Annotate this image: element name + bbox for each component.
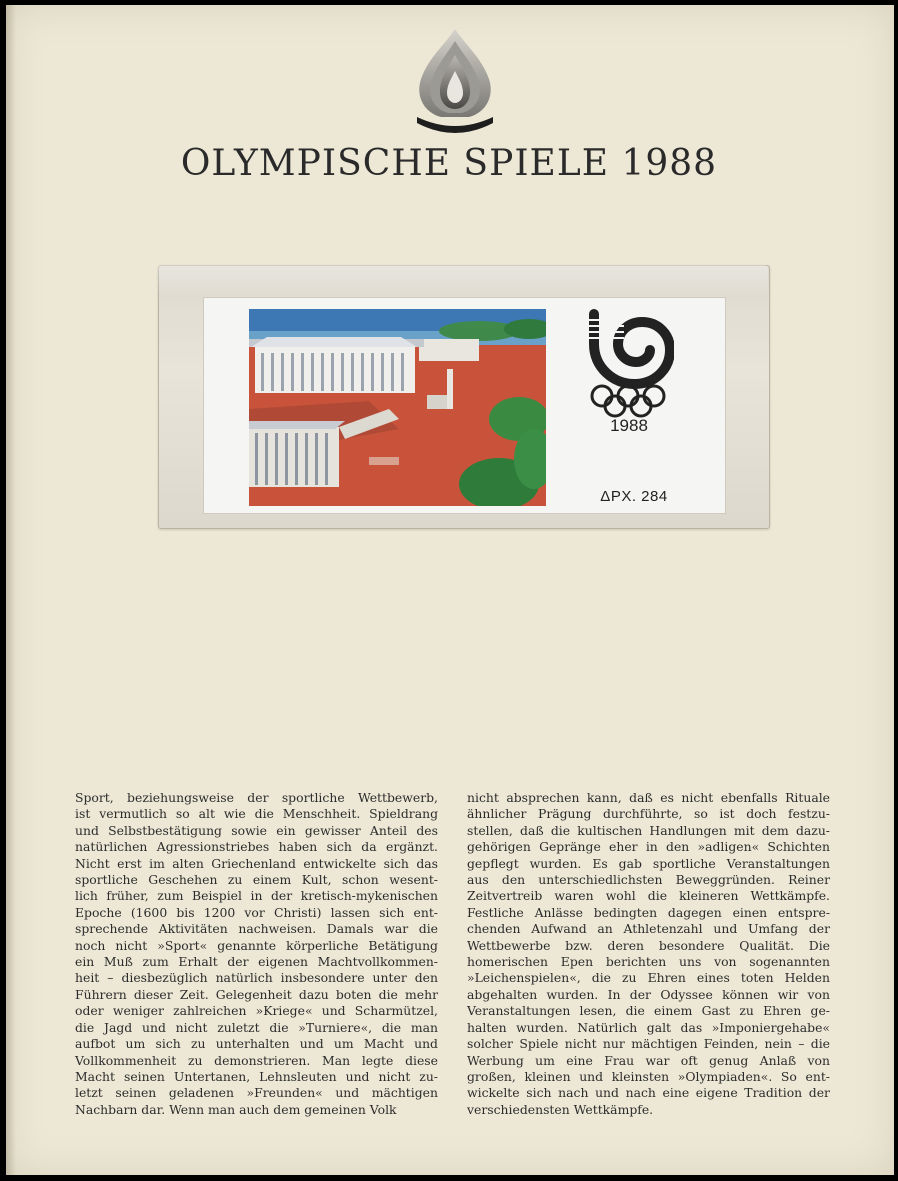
article-line: Veranstaltungen lesen, die einem Gast zu Ehren ge- — [467, 1003, 830, 1019]
stamp-year: 1988 — [610, 416, 648, 435]
article-line: noch nicht »Sport« genannte körperliche Betätigung — [75, 937, 438, 953]
article-line: großen, kleinen und kleinsten »Olympiaden«. So ent- — [467, 1068, 830, 1084]
mount-flap — [158, 265, 768, 295]
article-line: halten wurden. Natürlich galt das »Imponiergehabe« — [467, 1019, 830, 1035]
page-title: OLYMPISCHE SPIELE 1988 — [180, 143, 718, 184]
album-page — [6, 5, 894, 1175]
article-line: Nachbarn dar. Wenn man auch dem gemeinen Volk — [75, 1101, 397, 1117]
article-line: Wettbewerbe bzw. deren besondere Qualität. Die — [467, 937, 830, 953]
stamp-denomination: ΔPX. 284 — [600, 488, 668, 505]
ancient-olympia-temple-illustration — [249, 309, 546, 506]
article-line: »Leichenspielen«, die zu Ehren eines toten Helden — [467, 970, 830, 986]
article-line: homerischen Epen berichten uns von sogenannten — [467, 954, 830, 970]
article-line: lich früher, zum Beispiel in der kretisch-mykenischen — [75, 888, 438, 904]
article-line: ähnlicher Prägung durchführte, so ist doch festzu- — [467, 806, 830, 822]
article-line: sprechende Aktivitäten nachweisen. Damals war die — [75, 921, 438, 937]
article-line: nicht absprechen kann, daß es nicht ebenfalls Rituale — [467, 790, 830, 805]
article-line: und Selbstbestätigung sowie ein gewisser Anteil des — [75, 822, 438, 838]
article-right-column — [467, 790, 830, 1118]
article-line: Werbung um eine Frau war oft genug Anlaß von — [467, 1052, 830, 1068]
article-line: ist vermutlich so alt wie die Menschheit. Spieldrang — [75, 806, 438, 822]
article-line: chenden Aufwand an Athletenzahl und Umfang der — [467, 921, 830, 937]
article-line: aufbot um sich zu unterhalten und um Macht und — [75, 1036, 438, 1052]
article-line: verschiedensten Wettkämpfe. — [467, 1101, 654, 1117]
article-line: sportliche Geschehen zu einem Kult, schon wesent- — [75, 872, 438, 888]
article-line: natürlichen Agressionstriebes haben sich da ergänzt. — [75, 839, 438, 855]
article-line: ein Muß zum Erhalt der eigenen Machtvollkommen- — [75, 954, 438, 970]
seoul-1988-olympic-logo-icon — [584, 306, 674, 418]
article-line: Zeitvertreib waren wohl die kleineren Wettkämpfe. — [467, 888, 830, 904]
article-line: Vollkommenheit zu demonstrieren. Man legte diese — [75, 1052, 438, 1068]
article-line: Führern dieser Zeit. Gelegenheit dazu boten die mehr — [75, 986, 438, 1002]
article-line: Nicht erst im alten Griechenland entwickelte sich das — [75, 855, 438, 871]
stamp — [203, 297, 726, 514]
article-line: Epoche (1600 bis 1200 vor Christi) lassen sich ent- — [75, 904, 438, 920]
article-line: die Jagd und nicht zuletzt die »Turniere«, die man — [75, 1019, 438, 1035]
article-line: gehörigen Gepränge eher in den »adligen« Schichten — [467, 839, 830, 855]
article-line: Sport, beziehungsweise der sportliche Wettbewerb, — [75, 790, 438, 805]
article-line: stellen, daß die kultischen Handlungen mit dem dazu- — [467, 822, 830, 838]
article-line: gepflegt wurden. Es gab sportliche Veranstaltungen — [467, 855, 830, 871]
article-left-column — [75, 790, 438, 1118]
article-line: wickelte sich nach und nach eine eigene Tradition der — [467, 1085, 830, 1101]
article-line: letzt seinen geladenen »Freunden« und mächtigen — [75, 1085, 438, 1101]
article-line: aus den unterschiedlichsten Beweggründen. Reiner — [467, 872, 830, 888]
article-line: solcher Spiele nicht nur mächtigen Feinden, nein – die — [467, 1036, 830, 1052]
article-line: abgehalten wurden. In der Odyssee können wir von — [467, 986, 830, 1002]
article-line: Festliche Anlässe bedingten dagegen einen entspre- — [467, 904, 830, 920]
olympic-flame-emblem-icon — [409, 27, 501, 142]
article-line: oder weniger zahlreichen »Kriege« und Scharmützel, — [75, 1003, 438, 1019]
article-line: Macht seinen Untertanen, Lehnsleuten und nicht zu- — [75, 1068, 438, 1084]
article-line: heit – diesbezüglich natürlich insbesondere unter den — [75, 970, 438, 986]
